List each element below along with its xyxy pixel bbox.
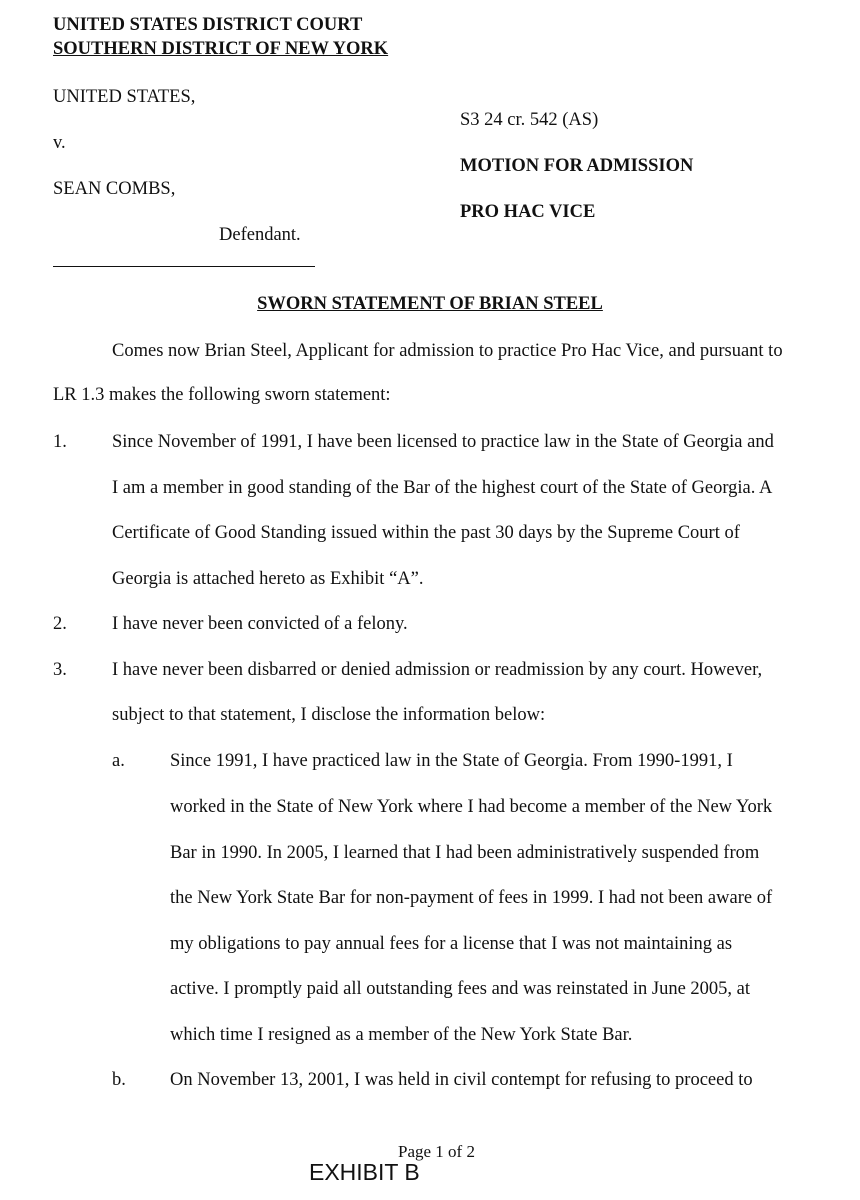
item-line: I have never been disbarred or denied admission or readmission by any court. However, (112, 660, 763, 680)
subitem-line: On November 13, 2001, I was held in civil contempt for refusing to proceed to (170, 1070, 753, 1090)
motion-title-line1: MOTION FOR ADMISSION (460, 156, 694, 176)
subitem-line: which time I resigned as a member of the New York State Bar. (170, 1025, 633, 1045)
item-number: 3. (53, 660, 67, 680)
item-line: I have never been convicted of a felony. (112, 614, 408, 634)
subitem-letter: b. (112, 1070, 126, 1090)
statement-title: SWORN STATEMENT OF BRIAN STEEL (257, 294, 603, 314)
item-line: Georgia is attached hereto as Exhibit “A”. (112, 569, 424, 589)
subitem-line: worked in the State of New York where I had become a member of the New York (170, 797, 773, 817)
item-line: subject to that statement, I disclose the information below: (112, 705, 546, 725)
versus: v. (53, 133, 66, 153)
defendant-role: Defendant. (219, 225, 301, 245)
motion-title-line2: PRO HAC VICE (460, 202, 596, 222)
item-line: I am a member in good standing of the Bar of the highest court of the State of Georgia. A (112, 478, 773, 498)
subitem-line: Since 1991, I have practiced law in the State of Georgia. From 1990-1991, I (170, 751, 733, 771)
intro-line: LR 1.3 makes the following sworn statement: (53, 385, 391, 405)
page-number: Page 1 of 2 (398, 1142, 475, 1161)
exhibit-label: EXHIBIT B (309, 1159, 420, 1185)
subitem-line: the New York State Bar for non-payment of fees in 1999. I had not been aware of (170, 888, 773, 908)
subitem-letter: a. (112, 751, 125, 771)
item-number: 1. (53, 432, 67, 452)
item-line: Since November of 1991, I have been licensed to practice law in the State of Georgia and (112, 432, 774, 452)
subitem-line: my obligations to pay annual fees for a license that I was not maintaining as (170, 934, 733, 954)
defendant-name: SEAN COMBS, (53, 179, 176, 199)
item-number: 2. (53, 614, 67, 634)
plaintiff: UNITED STATES, (53, 87, 196, 107)
subitem-line: Bar in 1990. In 2005, I learned that I had been administratively suspended from (170, 843, 760, 863)
court-name: UNITED STATES DISTRICT COURT (53, 15, 363, 35)
court-district: SOUTHERN DISTRICT OF NEW YORK (53, 39, 389, 59)
caption-rule (53, 266, 315, 267)
item-line: Certificate of Good Standing issued within the past 30 days by the Supreme Court of (112, 523, 740, 543)
case-number: S3 24 cr. 542 (AS) (460, 110, 599, 130)
intro-line: Comes now Brian Steel, Applicant for admission to practice Pro Hac Vice, and pursuant to (112, 341, 783, 361)
subitem-line: active. I promptly paid all outstanding fees and was reinstated in June 2005, at (170, 979, 751, 999)
